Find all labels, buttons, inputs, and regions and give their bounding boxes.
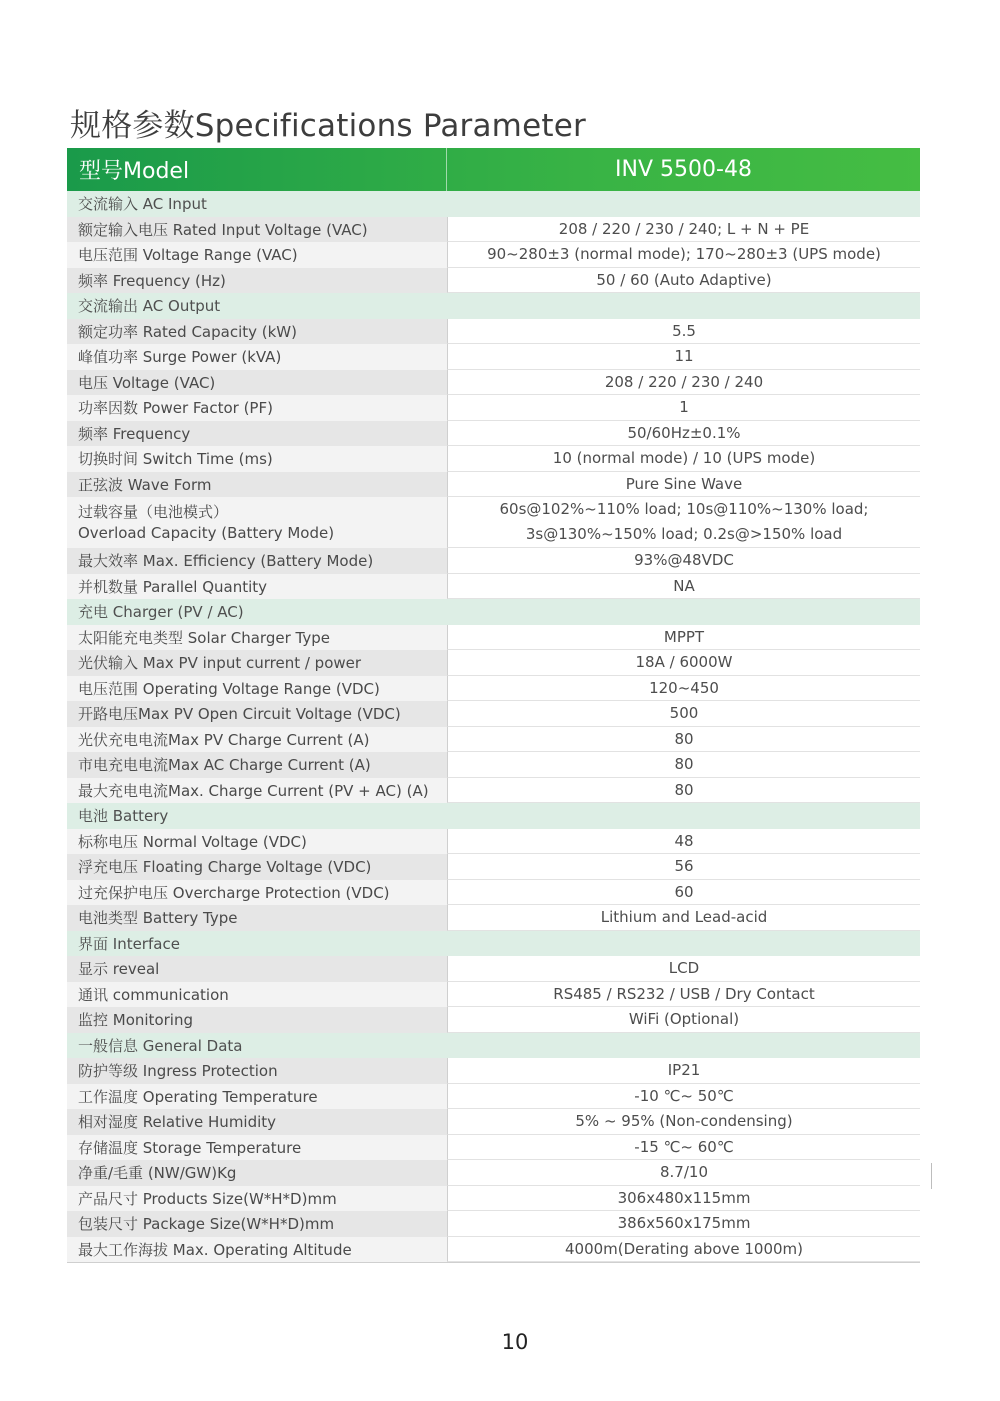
spec-value: 60 <box>447 880 920 906</box>
spec-label: 显示 reveal <box>67 956 447 982</box>
spec-label: 最大效率 Max. Efficiency (Battery Mode) <box>67 548 447 574</box>
section-row <box>67 599 920 625</box>
spec-value: 11 <box>447 344 920 370</box>
table-row <box>67 1211 920 1237</box>
spec-label: 电压范围 Voltage Range (VAC) <box>67 242 447 268</box>
spec-value <box>447 931 920 957</box>
spec-value: Lithium and Lead-acid <box>447 905 920 931</box>
table-row <box>67 752 920 778</box>
spec-label: 市电充电电流Max AC Charge Current (A) <box>67 752 447 778</box>
table-row <box>67 446 920 472</box>
table-row <box>67 1084 920 1110</box>
spec-value: 1 <box>447 395 920 421</box>
spec-value <box>447 191 920 217</box>
table-row <box>67 574 920 600</box>
section-row <box>67 191 920 217</box>
table-row <box>67 982 920 1008</box>
spec-label: 电池类型 Battery Type <box>67 905 447 931</box>
spec-label: 峰值功率 Surge Power (kVA) <box>67 344 447 370</box>
table-row <box>67 1160 920 1186</box>
table-row <box>67 905 920 931</box>
spec-value: LCD <box>447 956 920 982</box>
spec-label: 光伏输入 Max PV input current / power <box>67 650 447 676</box>
spec-label-line: Overload Capacity (Battery Mode) <box>78 523 335 542</box>
spec-value: 90~280±3 (normal mode); 170~280±3 (UPS mode) <box>447 242 920 268</box>
section-title: 电池 Battery <box>78 807 169 826</box>
spec-value: 208 / 220 / 230 / 240; L + N + PE <box>447 217 920 243</box>
spec-value: 80 <box>447 778 920 804</box>
section-title: 交流输入 AC Input <box>78 195 207 214</box>
spec-value: 5% ~ 95% (Non-condensing) <box>447 1109 920 1135</box>
spec-value: 500 <box>447 701 920 727</box>
spec-value-line: 3s@130%~150% load; 0.2s@>150% load <box>525 525 843 543</box>
spec-value: 18A / 6000W <box>447 650 920 676</box>
section-row <box>67 931 920 957</box>
spec-label: 产品尺寸 Products Size(W*H*D)mm <box>67 1186 447 1212</box>
table-row <box>67 727 920 753</box>
spec-value <box>447 497 920 548</box>
spec-label: 监控 Monitoring <box>67 1007 447 1033</box>
spec-value: -10 ℃~ 50℃ <box>447 1084 920 1110</box>
table-row <box>67 268 920 294</box>
spec-label: 太阳能充电类型 Solar Charger Type <box>67 625 447 651</box>
spec-label: 标称电压 Normal Voltage (VDC) <box>67 829 447 855</box>
spec-value: 50/60Hz±0.1% <box>447 421 920 447</box>
spec-value: WiFi (Optional) <box>447 1007 920 1033</box>
spec-label: 存储温度 Storage Temperature <box>67 1135 447 1161</box>
page-title: 规格参数Specifications Parameter <box>70 108 586 144</box>
table-row <box>67 497 920 548</box>
spec-label: 开路电压Max PV Open Circuit Voltage (VDC) <box>67 701 447 727</box>
spec-value <box>447 1033 920 1059</box>
spec-value: NA <box>447 574 920 600</box>
spec-value: 306x480x115mm <box>447 1186 920 1212</box>
table-row <box>67 242 920 268</box>
section-title: 界面 Interface <box>78 934 180 953</box>
table-row <box>67 829 920 855</box>
table-row <box>67 676 920 702</box>
spec-label: 防护等级 Ingress Protection <box>67 1058 447 1084</box>
table-row <box>67 1007 920 1033</box>
table-row <box>67 395 920 421</box>
spec-label: 净重/毛重 (NW/GW)Kg <box>67 1160 447 1186</box>
spec-value-line: 60s@102%~110% load; 10s@110%~130% load; <box>499 500 869 518</box>
table-row <box>67 319 920 345</box>
spec-value: 5.5 <box>447 319 920 345</box>
spec-value <box>447 293 920 319</box>
spec-value: 8.7/10 <box>447 1160 920 1186</box>
section-row <box>67 293 920 319</box>
table-bottom-divider <box>67 1262 920 1263</box>
table-row <box>67 1109 920 1135</box>
spec-label: 切换时间 Switch Time (ms) <box>67 446 447 472</box>
table-body <box>67 191 920 1262</box>
spec-label: 频率 Frequency <box>67 421 447 447</box>
spec-value: IP21 <box>447 1058 920 1084</box>
table-row <box>67 880 920 906</box>
spec-label: 正弦波 Wave Form <box>67 472 447 498</box>
section-title: 一般信息 General Data <box>78 1036 243 1055</box>
table-row <box>67 778 920 804</box>
table-row <box>67 650 920 676</box>
spec-label: 功率因数 Power Factor (PF) <box>67 395 447 421</box>
table-row <box>67 548 920 574</box>
spec-value: 386x560x175mm <box>447 1211 920 1237</box>
section-title: 充电 Charger (PV / AC) <box>78 603 244 622</box>
specifications-table <box>67 148 920 1263</box>
table-row <box>67 1058 920 1084</box>
section-title: 交流输出 AC Output <box>78 297 221 316</box>
spec-value: Pure Sine Wave <box>447 472 920 498</box>
spec-label: 频率 Frequency (Hz) <box>67 268 447 294</box>
spec-value: 80 <box>447 752 920 778</box>
table-row <box>67 625 920 651</box>
spec-label-line: 过载容量（电池模式） <box>78 502 229 521</box>
spec-label: 过充保护电压 Overcharge Protection (VDC) <box>67 880 447 906</box>
section-row <box>67 803 920 829</box>
model-header-value: INV 5500-48 <box>615 157 752 182</box>
spec-label: 电压 Voltage (VAC) <box>67 370 447 396</box>
spec-value: 80 <box>447 727 920 753</box>
table-row <box>67 1186 920 1212</box>
spec-value: 48 <box>447 829 920 855</box>
spec-value: 4000m(Derating above 1000m) <box>447 1237 920 1263</box>
table-row <box>67 701 920 727</box>
spec-value: 10 (normal mode) / 10 (UPS mode) <box>447 446 920 472</box>
table-row <box>67 421 920 447</box>
spec-label: 通讯 communication <box>67 982 447 1008</box>
spec-label: 并机数量 Parallel Quantity <box>67 574 447 600</box>
spec-label: 电压范围 Operating Voltage Range (VDC) <box>67 676 447 702</box>
spec-value: 93%@48VDC <box>447 548 920 574</box>
model-header-label: 型号Model <box>67 148 447 191</box>
spec-value <box>447 803 920 829</box>
table-row <box>67 344 920 370</box>
edge-divider <box>931 1163 932 1189</box>
spec-label: 相对湿度 Relative Humidity <box>67 1109 447 1135</box>
table-row <box>67 472 920 498</box>
spec-label: 光伏充电电流Max PV Charge Current (A) <box>67 727 447 753</box>
spec-label: 最大充电电流Max. Charge Current (PV + AC) (A) <box>67 778 447 804</box>
table-row <box>67 1135 920 1161</box>
spec-value: 208 / 220 / 230 / 240 <box>447 370 920 396</box>
spec-value <box>447 599 920 625</box>
table-row <box>67 217 920 243</box>
section-row <box>67 1033 920 1059</box>
table-row <box>67 1237 920 1263</box>
spec-label: 工作温度 Operating Temperature <box>67 1084 447 1110</box>
table-row <box>67 854 920 880</box>
spec-value: -15 ℃~ 60℃ <box>447 1135 920 1161</box>
table-row <box>67 956 920 982</box>
spec-value: RS485 / RS232 / USB / Dry Contact <box>447 982 920 1008</box>
spec-value: MPPT <box>447 625 920 651</box>
spec-value: 56 <box>447 854 920 880</box>
spec-label: 额定功率 Rated Capacity (kW) <box>67 319 447 345</box>
spec-label: 最大工作海拔 Max. Operating Altitude <box>67 1237 447 1263</box>
spec-value: 120~450 <box>447 676 920 702</box>
spec-label: 浮充电压 Floating Charge Voltage (VDC) <box>67 854 447 880</box>
table-row <box>67 370 920 396</box>
spec-label <box>67 497 447 548</box>
spec-label: 包装尺寸 Package Size(W*H*D)mm <box>67 1211 447 1237</box>
table-header <box>67 148 920 191</box>
spec-label: 额定输入电压 Rated Input Voltage (VAC) <box>67 217 447 243</box>
page-number: 10 <box>501 1330 529 1354</box>
spec-value: 50 / 60 (Auto Adaptive) <box>447 268 920 294</box>
